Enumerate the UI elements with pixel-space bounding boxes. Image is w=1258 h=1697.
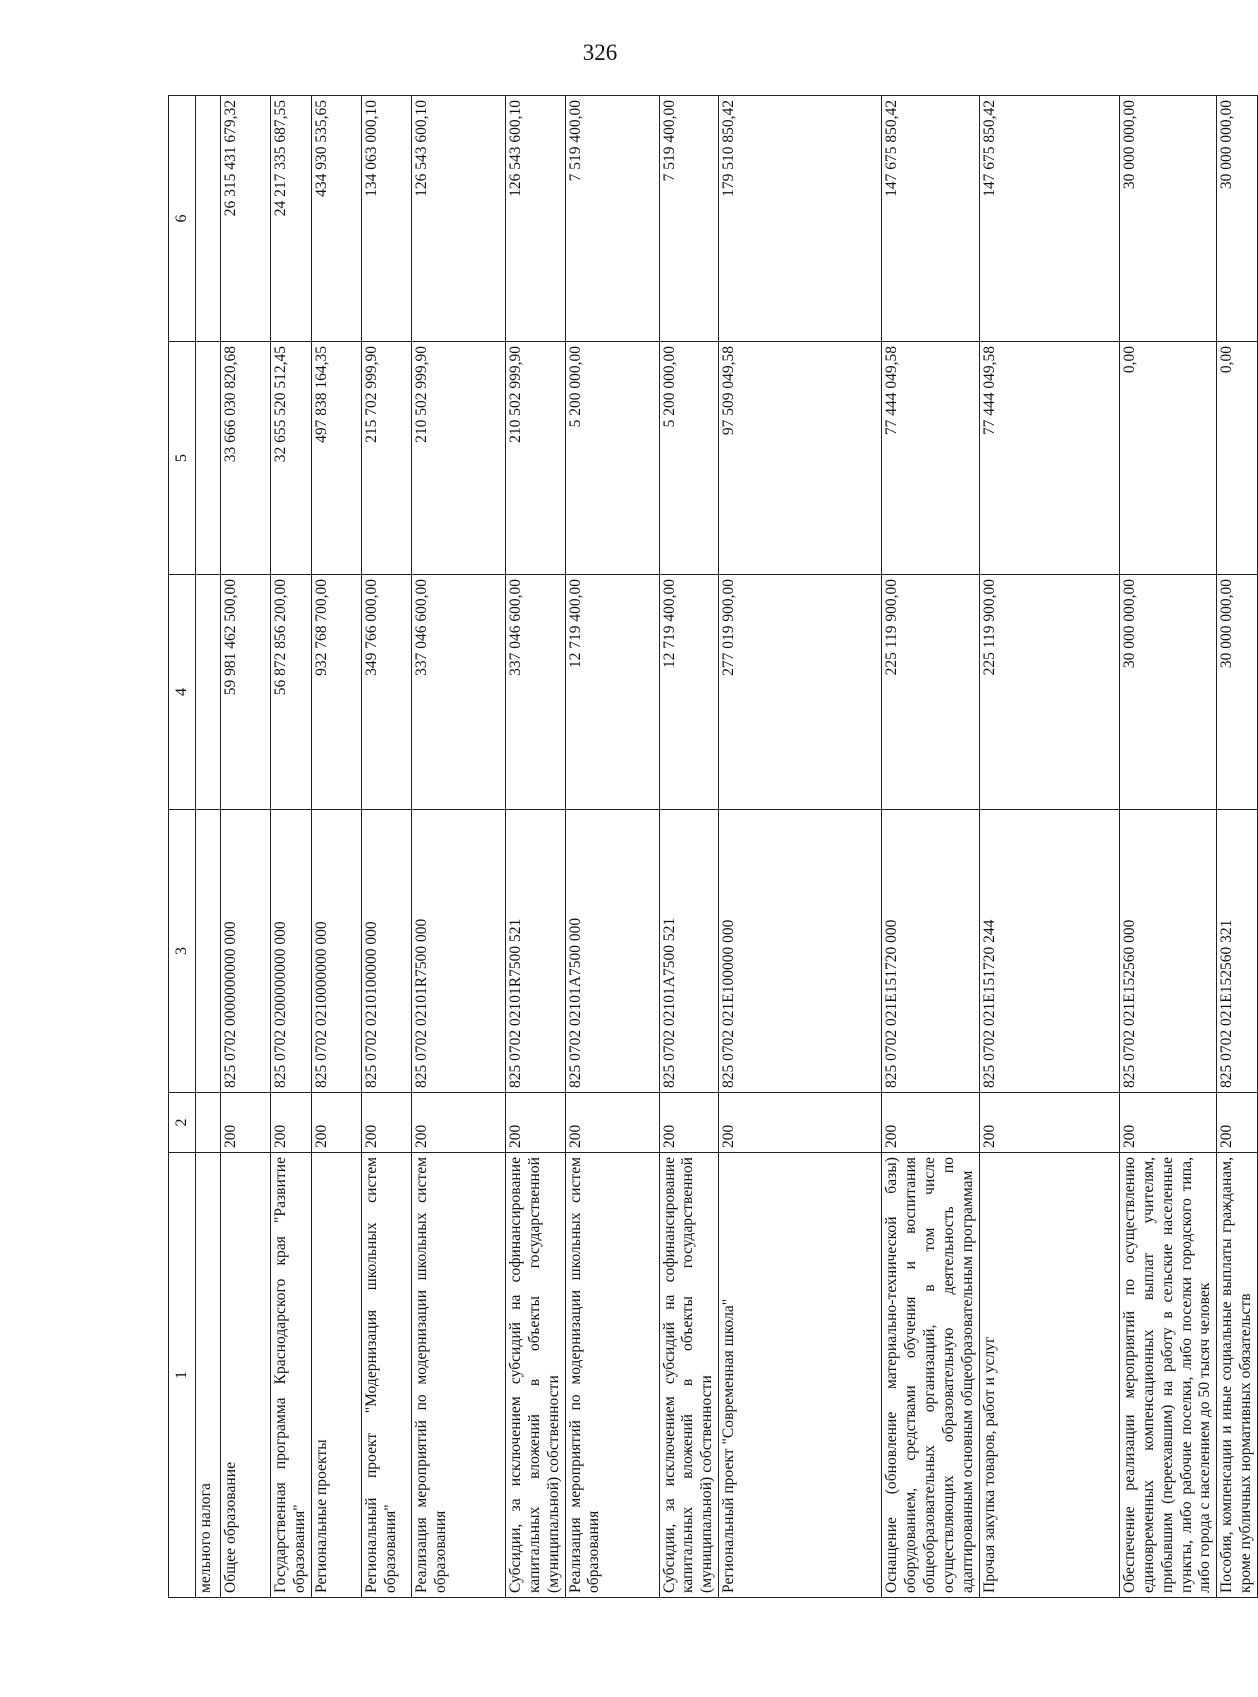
row-code: 200 [411,1093,505,1153]
row-code: 200 [659,1093,719,1153]
row-description: Субсидии, за исключением субсидий на софинансирование капитальных вложений в объекты государственной (муниципальной) собственности [505,1153,565,1598]
table-row [979,96,1119,1598]
header-cell-5: 5 [169,342,196,575]
row-classification-code: 825 0702 0000000000 000 [221,810,271,1093]
row-value-col4: 56 872 856 200,00 [271,575,312,810]
row-value-col5: 210 502 999,90 [505,342,565,575]
row-value-col6: 7 519 400,00 [659,96,719,342]
row-value-col4: 30 000 000,00 [1119,575,1217,810]
table-row [271,96,312,1598]
row-description: мельного налога [196,1153,221,1598]
row-classification-code: 825 0702 02101A7500 000 [565,810,659,1093]
row-classification-code: 825 0702 02101R7500 000 [411,810,505,1093]
table-row [221,96,271,1598]
row-value-col5: 497 838 164,35 [311,342,361,575]
row-classification-code: 825 0702 0200000000 000 [271,810,312,1093]
header-cell-1: 1 [169,1153,196,1598]
row-description: Реализация мероприятий по модернизации школьных систем образования [411,1153,505,1598]
table-row [411,96,505,1598]
row-classification-code: 825 0702 021E152560 321 [1217,810,1258,1093]
row-value-col5 [196,342,221,575]
row-code: 200 [1217,1093,1258,1153]
header-cell-2: 2 [169,1093,196,1153]
row-value-col6: 147 675 850,42 [882,96,980,342]
row-code: 200 [1119,1093,1217,1153]
row-value-col6: 134 063 000,10 [361,96,411,342]
row-classification-code: 825 0702 021E100000 000 [719,810,882,1093]
row-description: Общее образование [221,1153,271,1598]
row-value-col6: 434 930 535,65 [311,96,361,342]
row-value-col6: 24 217 335 687,55 [271,96,312,342]
row-code: 200 [311,1093,361,1153]
row-value-col6: 147 675 850,42 [979,96,1119,342]
row-code: 200 [882,1093,980,1153]
row-classification-code: 825 0702 021E151720 000 [882,810,980,1093]
row-description: Региональный проект "Модернизация школьных систем образования" [361,1153,411,1598]
row-value-col5: 33 666 030 820,68 [221,342,271,575]
row-description: Региональные проекты [311,1153,361,1598]
row-description: Прочая закупка товаров, работ и услуг [979,1153,1119,1598]
row-description: Пособия, компенсации и иные социальные выплаты гражданам, кроме публичных нормативных обязательств [1217,1153,1258,1598]
row-description: Обеспечение реализации мероприятий по осуществлению единовременных компенсационных выплат учителям, прибывшим (переехавшим) на работу в сельские населенные пункты, либо рабочие поселки, либо поселки городского типа, либо города с населением до 50 тысяч человек [1119,1153,1217,1598]
table-row [659,96,719,1598]
row-value-col6: 179 510 850,42 [719,96,882,342]
row-description: Субсидии, за исключением субсидий на софинансирование капитальных вложений в объекты государственной (муниципальной) собственности [659,1153,719,1598]
header-row [169,96,196,1598]
row-value-col5: 97 509 049,58 [719,342,882,575]
row-value-col6: 126 543 600,10 [411,96,505,342]
table-row [196,96,221,1598]
row-value-col6: 7 519 400,00 [565,96,659,342]
row-value-col4: 225 119 900,00 [882,575,980,810]
row-classification-code: 825 0702 02101R7500 521 [505,810,565,1093]
row-value-col5: 0,00 [1217,342,1258,575]
row-code: 200 [719,1093,882,1153]
row-code: 200 [565,1093,659,1153]
table-row [361,96,411,1598]
row-classification-code: 825 0702 021E151720 244 [979,810,1119,1093]
table-row [719,96,882,1598]
row-value-col4: 277 019 900,00 [719,575,882,810]
row-value-col6: 26 315 431 679,32 [221,96,271,342]
table-row [1217,96,1258,1598]
table-row [505,96,565,1598]
row-code: 200 [505,1093,565,1153]
row-code: 200 [361,1093,411,1153]
budget-table [168,95,1258,1598]
row-value-col4: 12 719 400,00 [565,575,659,810]
row-value-col5: 0,00 [1119,342,1217,575]
table-row [311,96,361,1598]
row-value-col4: 337 046 600,00 [505,575,565,810]
table-row [565,96,659,1598]
row-value-col5: 5 200 000,00 [565,342,659,575]
row-classification-code: 825 0702 0210100000 000 [361,810,411,1093]
row-value-col6: 30 000 000,00 [1119,96,1217,342]
row-value-col6 [196,96,221,342]
row-value-col4: 12 719 400,00 [659,575,719,810]
row-value-col4: 349 766 000,00 [361,575,411,810]
row-description: Реализация мероприятий по модернизации школьных систем образования [565,1153,659,1598]
row-description: Оснащение (обновление материально-технической базы) оборудованием, средствами обучения и воспитания общеобразовательных организаций, в том числе осуществляющих образовательную деятельность по адаптированным основным общеобразовательным программам [882,1153,980,1598]
table-row [882,96,980,1598]
row-value-col6: 126 543 600,10 [505,96,565,342]
row-value-col4: 225 119 900,00 [979,575,1119,810]
row-value-col4: 59 981 462 500,00 [221,575,271,810]
row-code: 200 [271,1093,312,1153]
header-cell-3: 3 [169,810,196,1093]
row-value-col5: 5 200 000,00 [659,342,719,575]
row-value-col4 [196,575,221,810]
row-value-col5: 77 444 049,58 [979,342,1119,575]
row-code: 200 [979,1093,1119,1153]
row-classification-code: 825 0702 0210000000 000 [311,810,361,1093]
page-number: 326 [582,40,618,65]
row-value-col4: 30 000 000,00 [1217,575,1258,810]
row-description: Государственная программа Краснодарского края "Развитие образования" [271,1153,312,1598]
row-code [196,1093,221,1153]
row-value-col5: 32 655 520 512,45 [271,342,312,575]
row-value-col4: 932 768 700,00 [311,575,361,810]
row-value-col6: 30 000 000,00 [1217,96,1258,342]
row-value-col4: 337 046 600,00 [411,575,505,810]
header-cell-4: 4 [169,575,196,810]
header-cell-6: 6 [169,96,196,342]
row-description: Региональный проект "Современная школа" [719,1153,882,1598]
table-row [1119,96,1217,1598]
rotated-table-container [168,96,1255,1598]
row-classification-code [196,810,221,1093]
row-classification-code: 825 0702 021E152560 000 [1119,810,1217,1093]
row-value-col5: 210 502 999,90 [411,342,505,575]
row-value-col5: 215 702 999,90 [361,342,411,575]
row-value-col5: 77 444 049,58 [882,342,980,575]
row-code: 200 [221,1093,271,1153]
row-classification-code: 825 0702 02101A7500 521 [659,810,719,1093]
